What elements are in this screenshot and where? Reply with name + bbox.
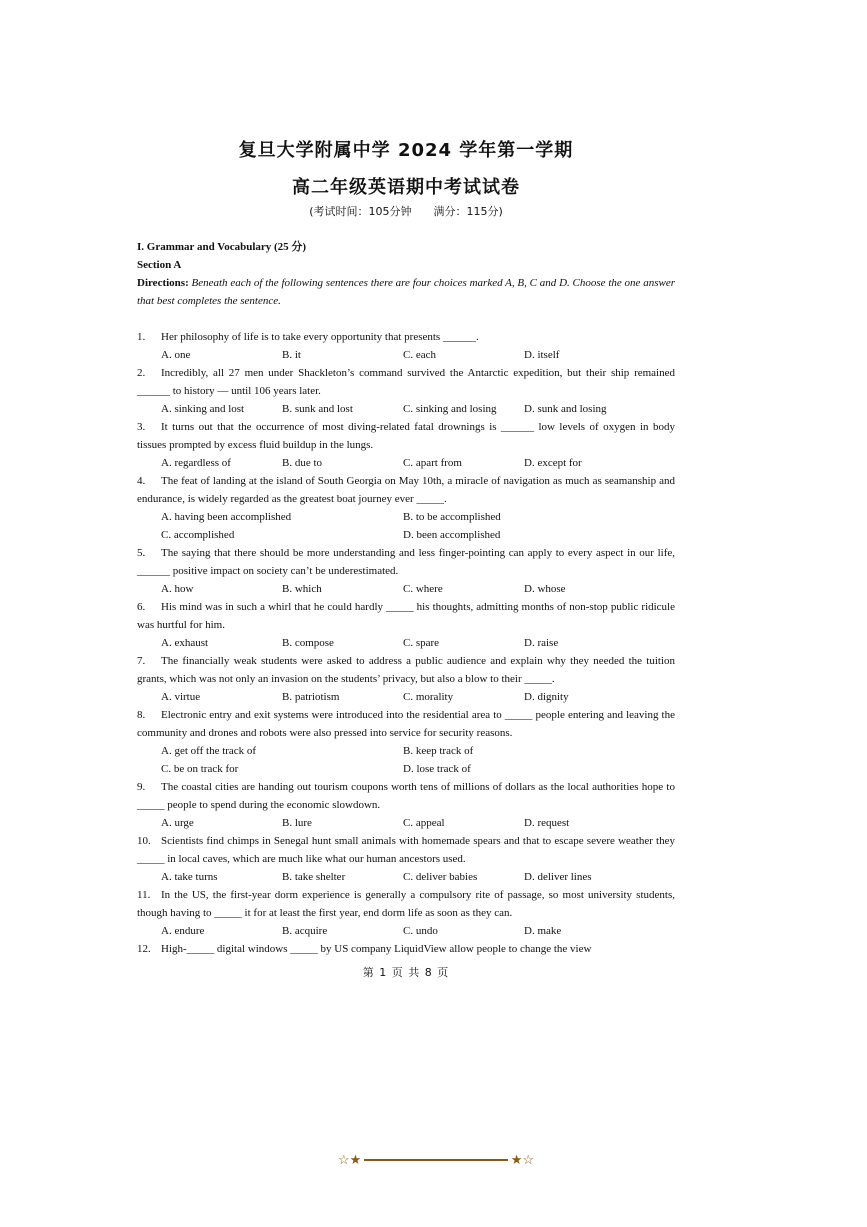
question-stem [137, 706, 675, 742]
answer-option: B. which [282, 583, 322, 595]
question-text: In the US, the first-year dorm experience is generally a compulsory rite of passage, so most university students, though having to _____ it for at least the first year, end dorm life as soon as they can. [137, 889, 675, 919]
question-text: The saying that there should be more understanding and less finger-pointing can apply to every aspect in our life, ______ positive impact on society can’t be underestimated. [137, 547, 675, 577]
options-row [137, 688, 675, 706]
answer-option: A. regardless of [161, 457, 231, 469]
left-stars-icon: ☆★ [338, 1152, 362, 1167]
options-row [137, 634, 675, 652]
answer-option: A. endure [161, 925, 205, 937]
question-number: 1. [137, 331, 146, 343]
answer-option: D. whose [524, 583, 566, 595]
answer-option: D. sunk and losing [524, 403, 607, 415]
spacer [137, 310, 675, 328]
answer-option: C. apart from [403, 457, 462, 469]
answer-option: A. having been accomplished [161, 511, 292, 523]
question-text: The feat of landing at the island of South Georgia on May 10th, a miracle of navigation as much as seamanship and endurance, is widely regarded as the greatest boat journey ever _____. [137, 475, 675, 505]
options-row [137, 526, 675, 544]
answer-option: C. sinking and losing [403, 403, 497, 415]
options-row [137, 400, 675, 418]
exam-content [137, 238, 675, 958]
answer-option: A. how [161, 583, 194, 595]
question-stem [137, 778, 675, 814]
answer-option: D. dignity [524, 691, 569, 703]
answer-option: C. where [403, 583, 443, 595]
options-row [137, 742, 675, 760]
question-item [137, 832, 675, 886]
question-number: 2. [137, 367, 146, 379]
answer-option: D. raise [524, 637, 559, 649]
question-text: Her philosophy of life is to take every opportunity that presents ______. [161, 331, 479, 343]
answer-option: A. get off the track of [161, 745, 257, 757]
options-row [137, 580, 675, 598]
answer-option: B. it [282, 349, 301, 361]
answer-option: B. due to [282, 457, 323, 469]
options-row [137, 814, 675, 832]
question-item [137, 886, 675, 940]
exam-title-paper: 高二年级英语期中考试试卷 [292, 177, 520, 198]
question-text: His mind was in such a whirl that he could hardly _____ his thoughts, admitting months of non-stop public ridicule was hurtful for him. [137, 601, 675, 631]
divider-line [364, 1159, 507, 1161]
question-number: 7. [137, 655, 146, 667]
question-stem [137, 886, 675, 922]
question-item [137, 706, 675, 778]
answer-option: C. deliver babies [403, 871, 478, 883]
question-text: High-_____ digital windows _____ by US company LiquidView allow people to change the view [161, 943, 592, 955]
options-row [137, 868, 675, 886]
answer-option: C. morality [403, 691, 454, 703]
answer-option: C. be on track for [161, 763, 239, 775]
question-text: Incredibly, all 27 men under Shackleton’s command survived the Antarctic expedition, but their ship remained ______ to history — until 106 years later. [137, 367, 675, 397]
question-stem [137, 364, 675, 400]
answer-option: B. sunk and lost [282, 403, 353, 415]
options-row [137, 922, 675, 940]
directions-text: Beneath each of the following sentences there are four choices marked A, B, C and D. Choose the one answer that best completes the sentence. [137, 277, 675, 307]
question-number: 6. [137, 601, 146, 613]
right-stars-icon: ★☆ [510, 1152, 534, 1167]
directions-label: Directions: [137, 277, 189, 289]
answer-option: B. patriotism [282, 691, 340, 703]
answer-option: B. lure [282, 817, 312, 829]
question-number: 5. [137, 547, 146, 559]
answer-option: D. make [524, 925, 562, 937]
answer-option: C. accomplished [161, 529, 235, 541]
question-text: Scientists find chimps in Senegal hunt small animals with homemade spears and that to escape severe weather they _____ in local caves, which are much like what our human ancestors used. [137, 835, 675, 865]
question-stem [137, 418, 675, 454]
options-row [137, 346, 675, 364]
question-stem [137, 832, 675, 868]
question-item [137, 364, 675, 418]
question-text: The financially weak students were asked to address a public audience and explain why they needed the tuition grants, which was not only an invasion on the students’ privacy, but also a blow to their _____. [137, 655, 675, 685]
page-number: 第 1 页 共 8 页 [362, 966, 450, 979]
question-item [137, 544, 675, 598]
answer-option: B. acquire [282, 925, 328, 937]
question-stem [137, 598, 675, 634]
question-item [137, 940, 675, 958]
question-item [137, 472, 675, 544]
answer-option: B. take shelter [282, 871, 346, 883]
question-item [137, 418, 675, 472]
answer-option: D. deliver lines [524, 871, 592, 883]
question-item [137, 328, 675, 364]
answer-option: C. appeal [403, 817, 445, 829]
answer-option: D. itself [524, 349, 560, 361]
answer-option: A. sinking and lost [161, 403, 245, 415]
question-text: It turns out that the occurrence of most diving-related fatal drownings is ______ low levels of oxygen in body tissues prompted by excess fluid buildup in the lungs. [137, 421, 675, 451]
answer-option: D. request [524, 817, 570, 829]
question-item [137, 778, 675, 832]
answer-option: A. urge [161, 817, 194, 829]
options-row [137, 454, 675, 472]
exam-title-school-term: 复旦大学附属中学 2024 学年第一学期 [238, 140, 574, 161]
answer-option: B. compose [282, 637, 334, 649]
question-stem [137, 472, 675, 508]
question-number: 10. [137, 835, 151, 847]
answer-option: C. each [403, 349, 436, 361]
question-stem [137, 940, 675, 958]
decorative-divider [338, 1150, 534, 1170]
question-text: The coastal cities are handing out tourism coupons worth tens of millions of dollars as the local authorities hope to _____ people to spend during the economic slowdown. [137, 781, 675, 811]
question-number: 11. [137, 889, 151, 901]
answer-option: D. except for [524, 457, 582, 469]
question-number: 9. [137, 781, 146, 793]
part-heading: I. Grammar and Vocabulary (25 分) [137, 241, 307, 253]
answer-option: B. keep track of [403, 745, 474, 757]
answer-option: D. lose track of [403, 763, 471, 775]
answer-option: A. take turns [161, 871, 218, 883]
question-list [137, 328, 675, 958]
answer-option: B. to be accomplished [403, 511, 501, 523]
question-item [137, 598, 675, 652]
directions [137, 274, 675, 310]
question-item [137, 652, 675, 706]
answer-option: C. undo [403, 925, 438, 937]
answer-option: A. exhaust [161, 637, 209, 649]
exam-time-and-score: (考试时间：105分钟 满分：115分) [309, 205, 503, 218]
question-text: Electronic entry and exit systems were introduced into the residential area to _____ people entering and leaving the community and drones and robots were also pressed into service for security reasons. [137, 709, 675, 739]
question-number: 3. [137, 421, 146, 433]
options-row [137, 508, 675, 526]
question-stem [137, 328, 675, 346]
answer-option: A. one [161, 349, 191, 361]
options-row [137, 760, 675, 778]
question-number: 4. [137, 475, 146, 487]
question-stem [137, 544, 675, 580]
question-number: 12. [137, 943, 151, 955]
question-stem [137, 652, 675, 688]
section-heading: Section A [137, 259, 182, 271]
answer-option: D. been accomplished [403, 529, 501, 541]
answer-option: C. spare [403, 637, 440, 649]
question-number: 8. [137, 709, 146, 721]
answer-option: A. virtue [161, 691, 201, 703]
